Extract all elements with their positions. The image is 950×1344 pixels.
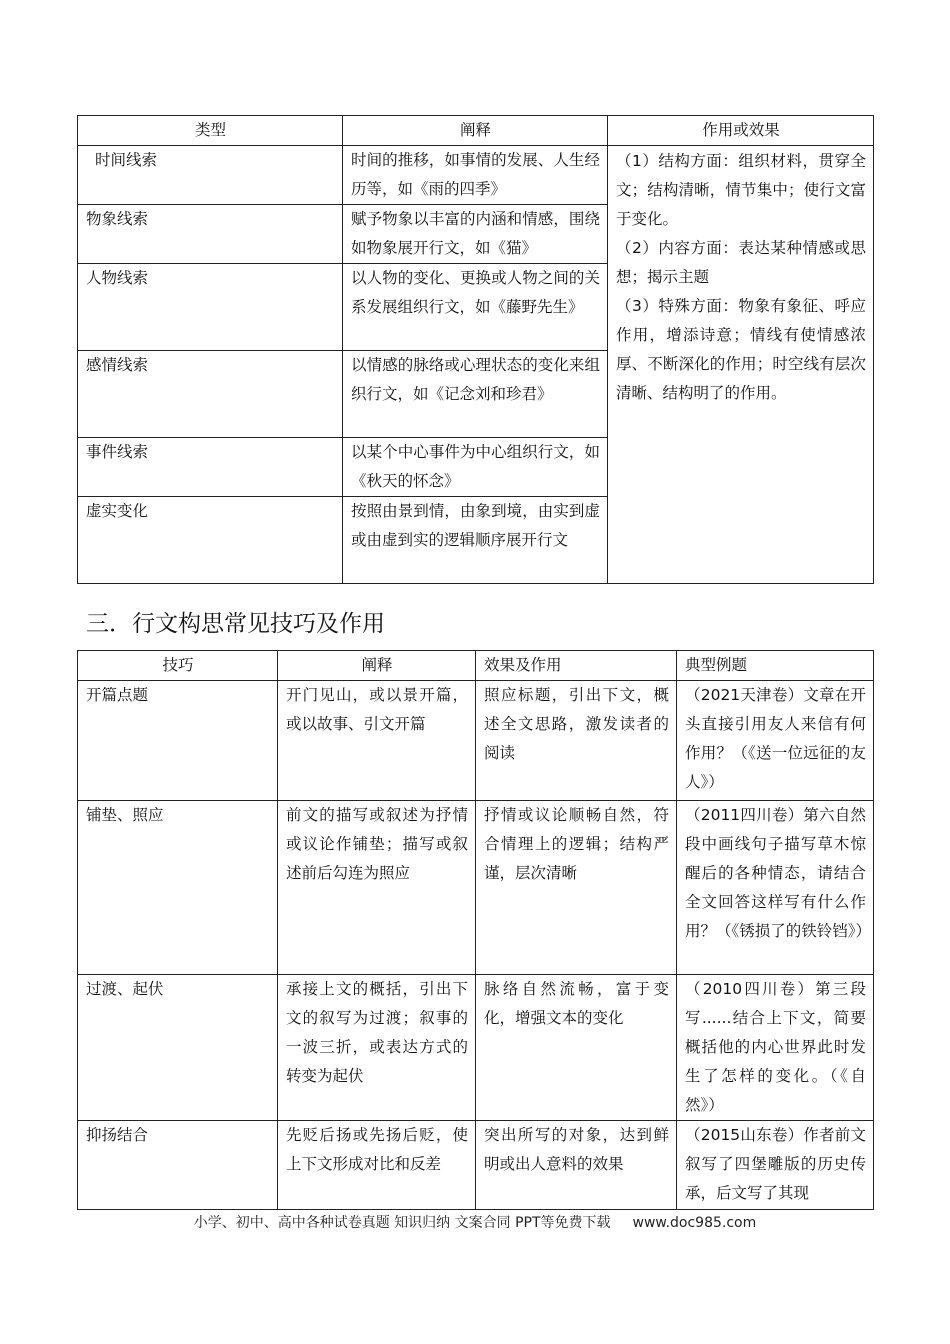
table-row [78,975,874,1121]
header-explain: 阐释 [278,651,476,681]
table-header-row [78,651,874,681]
clue-type: 人物线索 [78,264,343,351]
footer-text: 小学、初中、高中各种试卷真题 知识归纳 文案合同 PPT等免费下载 [193,1215,611,1231]
technique-effect: 抒情或议论顺畅自然，符合情理上的逻辑；结构严谨，层次清晰 [476,801,677,975]
table-row [78,146,874,205]
clue-type: 感情线索 [78,351,343,438]
header-technique: 技巧 [78,651,278,681]
header-type: 类型 [78,116,343,146]
technique-example: （2015山东卷）作者前文叙写了四堡雕版的历史传承，后文写了其现 [677,1121,874,1210]
table-header-row [78,116,874,146]
clue-explain: 赋予物象以丰富的内涵和情感，围绕如物象展开行文，如《猫》 [343,205,608,264]
technique-name: 开篇点题 [78,681,278,801]
technique-explain: 开门见山，或以景开篇，或以故事、引文开篇 [278,681,476,801]
clue-type: 物象线索 [78,205,343,264]
header-explain: 阐释 [343,116,608,146]
table-row [78,681,874,801]
clue-type: 事件线索 [78,438,343,497]
technique-name: 铺垫、照应 [78,801,278,975]
page-footer [0,1212,950,1234]
footer-url[interactable]: www.doc985.com [632,1215,757,1231]
techniques-table [77,650,874,1210]
clue-type: 时间线索 [78,146,343,205]
technique-name: 抑扬结合 [78,1121,278,1210]
technique-example: （2021天津卷）文章在开头直接引用友人来信有何作用？（《送一位远征的友人》） [677,681,874,801]
technique-effect: 突出所写的对象，达到鲜明或出人意料的效果 [476,1121,677,1210]
table-row [78,801,874,975]
clue-explain: 以某个中心事件为中心组织行文，如《秋天的怀念》 [343,438,608,497]
technique-effect: 脉络自然流畅，富于变化，增强文本的变化 [476,975,677,1121]
clue-types-table [77,115,874,584]
header-effect: 作用或效果 [608,116,874,146]
technique-explain: 先贬后扬或先扬后贬，使上下文形成对比和反差 [278,1121,476,1210]
section-heading: 三．行文构思常见技巧及作用 [86,611,385,637]
clue-explain: 时间的推移，如事情的发展、人生经历等，如《雨的四季》 [343,146,608,205]
header-effect: 效果及作用 [476,651,677,681]
technique-name: 过渡、起伏 [78,975,278,1121]
technique-example: （2010四川卷）第三段写......结合上下文，简要概括他的内心世界此时发生了怎样的变化。（《自然》） [677,975,874,1121]
clue-type: 虚实变化 [78,497,343,584]
clue-explain: 以情感的脉络或心理状态的变化来组织行文，如《记念刘和珍君》 [343,351,608,438]
technique-effect: 照应标题，引出下文，概述全文思路，激发读者的阅读 [476,681,677,801]
header-example: 典型例题 [677,651,874,681]
clue-explain: 按照由景到情，由象到境，由实到虚或由虚到实的逻辑顺序展开行文 [343,497,608,584]
technique-example: （2011四川卷）第六自然段中画线句子描写草木惊醒后的各种情态，请结合全文回答这样写有什么作用？（《锈损了的铁铃铛》） [677,801,874,975]
clue-explain: 以人物的变化、更换或人物之间的关系发展组织行文，如《藤野先生》 [343,264,608,351]
technique-explain: 承接上文的概括，引出下文的叙写为过渡；叙事的一波三折，或表达方式的转变为起伏 [278,975,476,1121]
table-row [78,1121,874,1210]
clue-effect: （1）结构方面：组织材料，贯穿全文；结构清晰，情节集中；使行文富于变化。 （2）内容方面：表达某种情感或思想；揭示主题 （3）特殊方面：物象有象征、呼应作用，增添诗意；情线有使情感浓厚、不断深化的作用；时空线有层次清晰、结构明了的作用。 [608,146,874,584]
technique-explain: 前文的描写或叙述为抒情或议论作铺垫；描写或叙述前后勾连为照应 [278,801,476,975]
